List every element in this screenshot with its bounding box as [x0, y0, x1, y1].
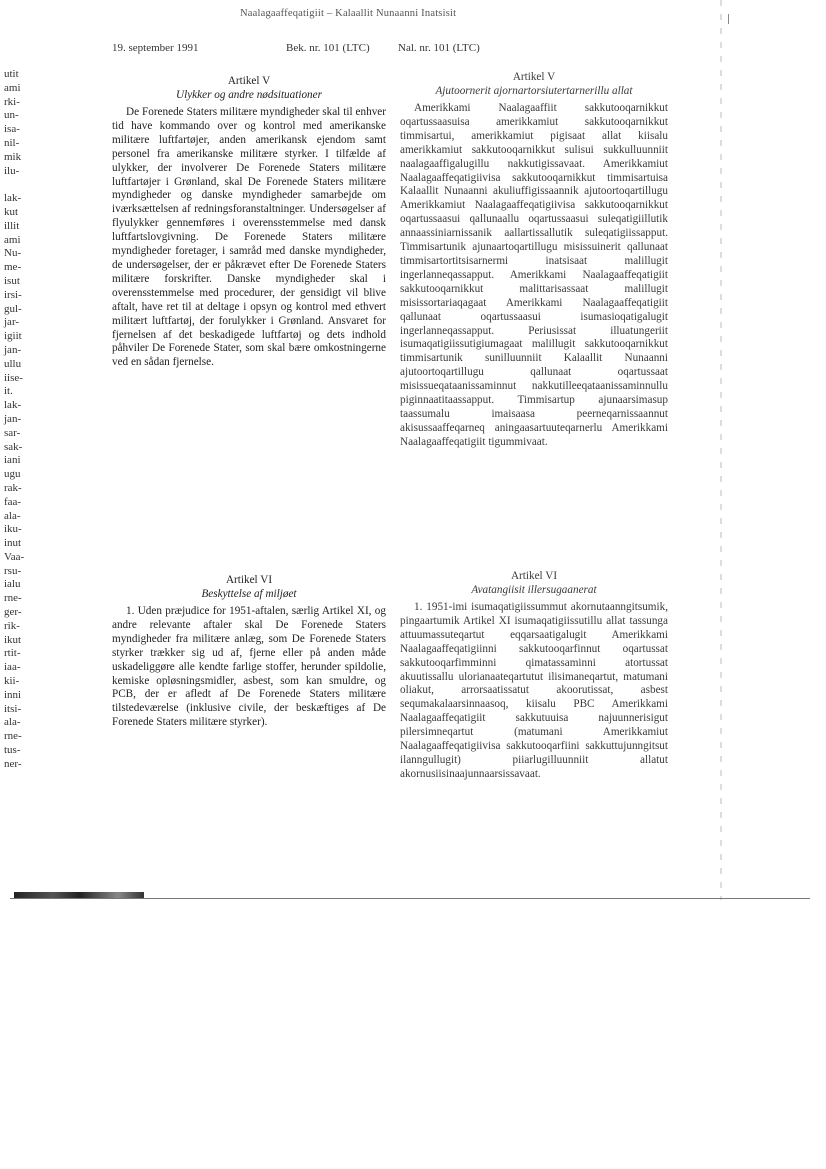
article-heading: Artikel VI — [510, 570, 558, 582]
margin-fragment: igiit — [4, 330, 22, 343]
margin-fragment: iku- — [4, 523, 22, 536]
margin-fragment: tus- — [4, 744, 21, 757]
margin-fragment: ala- — [4, 716, 21, 729]
margin-fragment: ilu- — [4, 164, 20, 177]
margin-fragment: iaa- — [4, 661, 21, 674]
margin-fragment: rsu- — [4, 564, 22, 577]
margin-fragment: iani — [4, 454, 21, 467]
margin-fragment: sak- — [4, 440, 23, 453]
margin-fragment: illit — [4, 219, 20, 232]
margin-fragment: isut — [4, 274, 20, 287]
margin-fragment: rne- — [4, 592, 22, 605]
running-head: Naalagaaffeqatigiit – Kalaallit Nunaanni Inatsisit — [240, 8, 457, 19]
nal-number: Nal. nr. 101 (LTC) — [398, 42, 480, 54]
margin-fragment: ullu — [4, 357, 22, 370]
margin-fragment: jan- — [4, 343, 22, 356]
article-heading: Artikel VI — [225, 574, 273, 586]
article-title: Ulykker og andre nødsituationer — [176, 89, 322, 101]
article-title: Avatangiisit illersugaanerat — [471, 584, 597, 596]
margin-fragment: utit — [4, 68, 19, 80]
left-article-6 — [112, 573, 386, 730]
margin-fragment: inni — [4, 688, 22, 701]
margin-fragment: it. — [4, 385, 13, 398]
bek-number: Bek. nr. 101 (LTC) — [286, 42, 370, 54]
margin-fragment: rki- — [4, 95, 20, 108]
margin-fragment: ger- — [4, 606, 22, 619]
margin-fragment: inut — [4, 537, 22, 550]
article-title: Ajutoornerit ajornartorsiutertarnerillu allat — [435, 85, 633, 97]
margin-fragment: rik- — [4, 619, 20, 632]
margin-fragment: gul- — [4, 302, 22, 315]
margin-fragment: faa- — [4, 495, 22, 508]
margin-fragment: sar- — [4, 426, 21, 439]
margin-fragment: iise- — [4, 371, 23, 384]
margin-fragment: rak- — [4, 481, 22, 494]
margin-fragment: isa- — [4, 123, 20, 136]
margin-fragment: un- — [4, 109, 19, 122]
page-bottom-rule — [10, 898, 810, 899]
margin-fragment: ala- — [4, 509, 21, 522]
article-body: Amerikkami Naalagaaffiit sakkutooqarnikkut oqartussaasuisa amerikkamiut sakkutooqarnikkut timmisartui, amerikkamiut pigisaat allat kiisalu amerikkamiut sakkutooqarnikkut sulisui sukkulluunniit naalagaaffigalugillu nakkutigissavaat. Amerikkamiut Naalagaaffeqatigiivisa sakkutooqarnikkut timmisartuisa Kalaallit Nunaanni akuliuffigissaannik ajutoortoqartillugu Amerikkamiut Naalagaaffeqatigiivisa sakkutooqarnikkut oqartussaasui qallunaallu oqartussaasui suleqatigiillutik annaassiniarnissanik aallartissallutik suleqatigiissapput. Timmisartunik ajunaartoqartillugu misissuinerit qallunaat timmisartortitsisarnermi inatsisaat malillugit ingerlanneqassapput. Amerikkami Naalagaaffeqatigiit sakkutooqarnikkut malittarisassaat malillugit misissortariaqagaat Amerikkami Naalagaaffeqatigiit qallunaat oqartussaasui isumasioqatigalugit ingerlanneqassapput. Periusissat illuatungeriit isumaqatigiissutigiumagaat malillugit sakkutooqarnikkut timmisartunik sunilluunniit Kalaallit Nunaanni ajutoortoqartillugu qallunaat oqartussaat misissueqataanissaminnut nakkutilleeqataanissaminnullu piginnaatitaassapput. Timmisartup ajunaarsimasup taassumalu imaisaasa peerneqarnissaannut akisussaaffeqarneq aningaasartuuteqarnerlu Amerikkami Naalagaaffeqatigiit tigummivaat. — [400, 102, 668, 448]
margin-fragment: rne- — [4, 730, 22, 743]
article-title: Beskyttelse af miljøet — [201, 588, 297, 600]
margin-fragment: ugu — [4, 468, 21, 481]
article-body: 1. 1951-imi isumaqatigiissummut akornutaanngitsumik, pingaartumik Artikel XI isumaqatigiissutillu allat tassunga attuumassuteqartut eqqarsaatigalugit Amerikkami Naalagaaffeqatigiinni sakkutooqarfinnut oqartussat sakkutooqarfimminni qimatassaminni atortussat akuutissallu ulorianaateqartutut ilisimaneqartut, matumani oliakut, arrorsaatissatut akoorutissat, asbest sequmakalaarsinnaasoq, kiisalu PBC Amerikkami Naalagaaffeqatigiit sakkutuuisa najuunnerisigut pilersimneqartut (matumani Amerikkamiut Naalagaaffeqatigiivisa sakkutooqarfiini sakkuttujunngitsut ilanngullugit) piiarlugilluunniit allatut akornusiisinaajunnaarsissavaat. — [400, 601, 668, 780]
page-fold-edge — [720, 0, 722, 900]
margin-fragment: irsi- — [4, 288, 22, 301]
article-body: 1. Uden præjudice for 1951-aftalen, særlig Artikel XI, og andre relevante aftaler skal De Forenede Staters myndigheder fra militære anlæg, som De Forenede Staters styrker trækker sig ud af, fjerne eller på anden måde uskadeliggøre alle kendte farlige stoffer, herunder spildolie, kemiske opløsningsmidler, asbest, som kan smuldre, og PCB, der er afledt af De Forenede Staters militære tilstedeværelse (inklusive civile, der beskæftiges af De Forenede Staters militære styrker). — [112, 605, 386, 729]
article-heading: Artikel V — [227, 75, 271, 87]
margin-fragment: me- — [4, 261, 22, 274]
left-article-5 — [112, 74, 386, 370]
margin-fragment — [4, 178, 48, 192]
margin-fragment: jan- — [4, 412, 22, 425]
date-label: 19. september 1991 — [112, 42, 199, 54]
margin-fragment: ami — [4, 81, 21, 94]
margin-fragment: Vaa- — [4, 550, 25, 563]
margin-fragment: Nu- — [4, 247, 22, 260]
right-article-6 — [400, 569, 668, 782]
margin-fragment: jar- — [4, 316, 20, 329]
margin-fragment: kii- — [4, 675, 20, 688]
margin-fragment: lak- — [4, 399, 22, 412]
margin-fragment: rtit- — [4, 647, 21, 660]
margin-fragment: mik — [4, 150, 22, 163]
margin-fragment: kut — [4, 205, 19, 218]
margin-fragment: nil- — [4, 136, 20, 149]
margin-fragment: lak- — [4, 192, 22, 205]
previous-page-margin-text — [4, 68, 48, 772]
right-article-5 — [400, 70, 668, 450]
margin-fragment: ikut — [4, 633, 22, 646]
article-body: De Forenede Staters militære myndigheder skal til enhver tid have kommando over og kontrol med amerikanske militære luftfartøjer, anden amerikansk ejendom samt personel fra amerikanske militære styrker. I tilfælde af ulykker, der involverer De Forenede Staters militære luftfartøjer i Grønland, skal De Forenede Staters militære myndigheder og danske myndigheder samarbejde om iværksættelsen af redningsforanstaltninger. Undersøgelser af flyulykker gennemføres i overensstemmelse med dansk luftfartslovgivning. De Forenede Staters militære myndigheder foretager, i samråd med danske myndigheder, de undersøgelser, der er påkrævet efter De Forenede Staters militære forskrifter. Danske myndigheder skal i overensstemmelse med procedurer, der gensidigt vil blive aftalt, have ret til at deltage i opsyn og kontrol med ethvert militært luftfartøj, der forulykker i Grønland. Ansvaret for fjernelsen af det beskadigede luftfartøj og dets indhold påhviler De Forenede Stater, som skal bære omkostningerne ved en sådan fjernelse. — [112, 106, 386, 369]
article-heading: Artikel V — [512, 71, 556, 83]
margin-tick — [728, 14, 729, 24]
margin-fragment: ami — [4, 233, 21, 246]
margin-fragment: ialu — [4, 578, 21, 591]
margin-fragment: itsi- — [4, 702, 22, 715]
margin-fragment: ner- — [4, 757, 22, 770]
